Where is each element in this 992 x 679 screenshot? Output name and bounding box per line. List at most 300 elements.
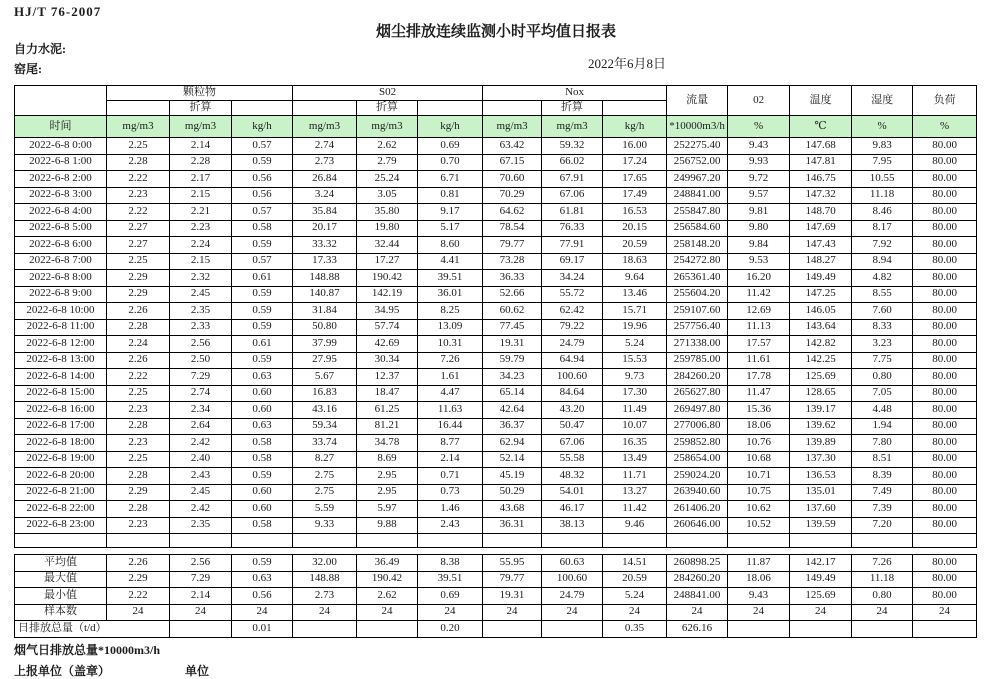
value-cell: 38.13	[542, 517, 603, 534]
value-cell: 2.56	[170, 336, 232, 353]
table-row	[15, 303, 977, 320]
daily-total-empty	[483, 621, 542, 638]
value-cell: 147.68	[790, 138, 852, 155]
value-cell: 43.68	[483, 501, 542, 518]
value-cell: 2.64	[170, 418, 232, 435]
header-row-groups	[15, 86, 977, 101]
value-cell: 43.20	[542, 402, 603, 419]
time-cell: 2022-6-8 2:00	[15, 171, 107, 188]
value-cell: 77.91	[542, 237, 603, 254]
value-cell: 7.26	[418, 352, 483, 369]
value-cell: 62.42	[542, 303, 603, 320]
value-cell: 79.77	[483, 237, 542, 254]
value-cell: 2.28	[170, 154, 232, 171]
value-cell: 39.51	[418, 270, 483, 287]
header-so2-converted: 折算	[357, 101, 418, 116]
value-cell: 0.57	[232, 138, 293, 155]
report-date: 2022年6月8日	[588, 56, 667, 71]
value-cell: 8.55	[852, 286, 913, 303]
empty-row	[15, 534, 977, 548]
value-cell: 149.49	[790, 270, 852, 287]
value-cell: 254272.80	[667, 253, 728, 270]
value-cell: 80.00	[913, 220, 977, 237]
value-cell: 8.69	[357, 451, 418, 468]
empty-cell	[542, 534, 603, 548]
value-cell: 263940.60	[667, 484, 728, 501]
value-cell: 7.05	[852, 385, 913, 402]
value-cell: 17.49	[603, 187, 667, 204]
value-cell: 259024.20	[667, 468, 728, 485]
value-cell: 8.39	[852, 468, 913, 485]
value-cell: 4.47	[418, 385, 483, 402]
value-cell: 2.23	[170, 220, 232, 237]
empty-cell	[667, 534, 728, 548]
value-cell: 2.33	[170, 319, 232, 336]
report-table-area	[14, 85, 978, 638]
value-cell: 261406.20	[667, 501, 728, 518]
value-cell: 2.23	[107, 402, 170, 419]
value-cell: 4.48	[852, 402, 913, 419]
value-cell: 139.59	[790, 517, 852, 534]
value-cell: 64.62	[483, 204, 542, 221]
summary-value-cell: 2.26	[107, 555, 170, 572]
value-cell: 128.65	[790, 385, 852, 402]
value-cell: 0.60	[232, 402, 293, 419]
value-cell: 12.69	[728, 303, 790, 320]
value-cell: 0.63	[232, 418, 293, 435]
value-cell: 9.80	[728, 220, 790, 237]
summary-row	[15, 604, 977, 621]
header-nox-converted: 折算	[542, 101, 603, 116]
time-cell: 2022-6-8 21:00	[15, 484, 107, 501]
value-cell: 16.00	[603, 138, 667, 155]
value-cell: 9.43	[728, 138, 790, 155]
summary-value-cell: 7.26	[852, 555, 913, 572]
value-cell: 139.89	[790, 435, 852, 452]
summary-value-cell: 18.06	[728, 571, 790, 588]
value-cell: 67.15	[483, 154, 542, 171]
value-cell: 140.87	[293, 286, 357, 303]
value-cell: 80.00	[913, 286, 977, 303]
units-cell: *10000m3/h	[667, 116, 728, 138]
value-cell: 0.59	[232, 237, 293, 254]
value-cell: 5.67	[293, 369, 357, 386]
company-label: 自力水泥:	[14, 42, 66, 56]
summary-value-cell: 142.17	[790, 555, 852, 572]
header-row-units	[15, 116, 977, 138]
value-cell: 36.01	[418, 286, 483, 303]
value-cell: 2.23	[107, 435, 170, 452]
value-cell: 80.00	[913, 270, 977, 287]
value-cell: 12.37	[357, 369, 418, 386]
value-cell: 2.14	[418, 451, 483, 468]
value-cell: 265361.40	[667, 270, 728, 287]
value-cell: 259852.80	[667, 435, 728, 452]
time-cell: 2022-6-8 3:00	[15, 187, 107, 204]
header-so2: S02	[293, 86, 483, 101]
summary-value-cell: 248841.00	[667, 588, 728, 605]
units-time-header: 时间	[15, 116, 107, 138]
value-cell: 8.27	[293, 451, 357, 468]
value-cell: 26.84	[293, 171, 357, 188]
value-cell: 7.29	[170, 369, 232, 386]
daily-total-nox-kgh: 0.35	[603, 621, 667, 638]
empty-cell	[357, 534, 418, 548]
table-row	[15, 204, 977, 221]
summary-value-cell: 19.31	[483, 588, 542, 605]
value-cell: 260646.00	[667, 517, 728, 534]
value-cell: 80.00	[913, 517, 977, 534]
value-cell: 80.00	[913, 451, 977, 468]
value-cell: 7.95	[852, 154, 913, 171]
value-cell: 0.63	[232, 369, 293, 386]
value-cell: 11.71	[603, 468, 667, 485]
value-cell: 66.02	[542, 154, 603, 171]
summary-label-cell: 平均值	[15, 555, 107, 572]
summary-value-cell: 14.51	[603, 555, 667, 572]
header-flow: 流量	[667, 86, 728, 116]
value-cell: 10.75	[728, 484, 790, 501]
value-cell: 0.61	[232, 336, 293, 353]
value-cell: 48.32	[542, 468, 603, 485]
daily-total-empty	[170, 621, 232, 638]
value-cell: 2.35	[170, 517, 232, 534]
value-cell: 2.24	[170, 237, 232, 254]
value-cell: 147.43	[790, 237, 852, 254]
summary-value-cell: 2.14	[170, 588, 232, 605]
value-cell: 2.25	[107, 451, 170, 468]
value-cell: 11.63	[418, 402, 483, 419]
value-cell: 259785.00	[667, 352, 728, 369]
value-cell: 9.33	[293, 517, 357, 534]
time-cell: 2022-6-8 20:00	[15, 468, 107, 485]
value-cell: 0.80	[852, 369, 913, 386]
value-cell: 0.58	[232, 451, 293, 468]
summary-value-cell: 149.49	[790, 571, 852, 588]
value-cell: 67.06	[542, 187, 603, 204]
value-cell: 2.28	[107, 468, 170, 485]
summary-row	[15, 588, 977, 605]
daily-total-empty	[852, 621, 913, 638]
value-cell: 9.46	[603, 517, 667, 534]
daily-total-empty	[542, 621, 603, 638]
summary-value-cell: 20.59	[603, 571, 667, 588]
value-cell: 16.44	[418, 418, 483, 435]
value-cell: 11.47	[728, 385, 790, 402]
table-row	[15, 286, 977, 303]
value-cell: 9.84	[728, 237, 790, 254]
value-cell: 59.32	[542, 138, 603, 155]
value-cell: 7.75	[852, 352, 913, 369]
summary-value-cell: 0.59	[232, 555, 293, 572]
value-cell: 73.28	[483, 253, 542, 270]
value-cell: 148.70	[790, 204, 852, 221]
value-cell: 137.60	[790, 501, 852, 518]
value-cell: 147.25	[790, 286, 852, 303]
value-cell: 0.59	[232, 286, 293, 303]
value-cell: 35.84	[293, 204, 357, 221]
empty-cell	[170, 534, 232, 548]
time-cell: 2022-6-8 16:00	[15, 402, 107, 419]
table-row	[15, 501, 977, 518]
value-cell: 80.00	[913, 418, 977, 435]
units-cell: mg/m3	[293, 116, 357, 138]
value-cell: 252275.40	[667, 138, 728, 155]
value-cell: 2.43	[418, 517, 483, 534]
empty-cell	[107, 534, 170, 548]
time-cell: 2022-6-8 18:00	[15, 435, 107, 452]
value-cell: 34.78	[357, 435, 418, 452]
header-pm-converted: 折算	[170, 101, 232, 116]
value-cell: 2.25	[107, 253, 170, 270]
header-blank	[603, 101, 667, 116]
time-cell: 2022-6-8 5:00	[15, 220, 107, 237]
table-row	[15, 270, 977, 287]
units-cell: kg/h	[232, 116, 293, 138]
value-cell: 8.17	[852, 220, 913, 237]
summary-value-cell: 24	[603, 604, 667, 621]
summary-value-cell: 24	[728, 604, 790, 621]
value-cell: 33.32	[293, 237, 357, 254]
value-cell: 2.22	[107, 369, 170, 386]
summary-value-cell: 9.43	[728, 588, 790, 605]
value-cell: 3.24	[293, 187, 357, 204]
standard-code: HJ/T 76-2007	[14, 4, 102, 19]
value-cell: 59.79	[483, 352, 542, 369]
value-cell: 80.00	[913, 336, 977, 353]
value-cell: 2.29	[107, 270, 170, 287]
header-o2: 02	[728, 86, 790, 116]
value-cell: 0.81	[418, 187, 483, 204]
value-cell: 52.14	[483, 451, 542, 468]
value-cell: 15.53	[603, 352, 667, 369]
value-cell: 9.81	[728, 204, 790, 221]
summary-value-cell: 24	[232, 604, 293, 621]
summary-value-cell: 24	[170, 604, 232, 621]
units-cell: %	[852, 116, 913, 138]
table-row	[15, 138, 977, 155]
value-cell: 67.06	[542, 435, 603, 452]
value-cell: 43.16	[293, 402, 357, 419]
value-cell: 2.42	[170, 435, 232, 452]
value-cell: 1.94	[852, 418, 913, 435]
value-cell: 0.56	[232, 171, 293, 188]
summary-value-cell: 11.87	[728, 555, 790, 572]
value-cell: 17.33	[293, 253, 357, 270]
value-cell: 0.60	[232, 484, 293, 501]
value-cell: 9.93	[728, 154, 790, 171]
value-cell: 70.60	[483, 171, 542, 188]
value-cell: 19.80	[357, 220, 418, 237]
value-cell: 2.34	[170, 402, 232, 419]
value-cell: 30.34	[357, 352, 418, 369]
value-cell: 2.62	[357, 138, 418, 155]
header-temp: 温度	[790, 86, 852, 116]
header-blank	[107, 101, 170, 116]
value-cell: 9.57	[728, 187, 790, 204]
daily-total-empty	[357, 621, 418, 638]
station-label: 窑尾:	[14, 62, 42, 76]
time-cell: 2022-6-8 7:00	[15, 253, 107, 270]
value-cell: 2.75	[293, 484, 357, 501]
page-title: 烟尘排放连续监测小时平均值日报表	[375, 24, 616, 40]
value-cell: 5.59	[293, 501, 357, 518]
value-cell: 249967.20	[667, 171, 728, 188]
value-cell: 17.57	[728, 336, 790, 353]
value-cell: 0.58	[232, 517, 293, 534]
summary-value-cell: 24	[418, 604, 483, 621]
value-cell: 0.59	[232, 303, 293, 320]
summary-label-cell: 样本数	[15, 604, 107, 621]
table-row	[15, 451, 977, 468]
value-cell: 1.46	[418, 501, 483, 518]
value-cell: 9.88	[357, 517, 418, 534]
value-cell: 4.41	[418, 253, 483, 270]
value-cell: 10.31	[418, 336, 483, 353]
value-cell: 259107.60	[667, 303, 728, 320]
units-cell: mg/m3	[170, 116, 232, 138]
summary-value-cell: 80.00	[913, 555, 977, 572]
value-cell: 9.53	[728, 253, 790, 270]
value-cell: 80.00	[913, 253, 977, 270]
empty-cell	[603, 534, 667, 548]
value-cell: 60.62	[483, 303, 542, 320]
daily-total-empty	[293, 621, 357, 638]
value-cell: 20.59	[603, 237, 667, 254]
value-cell: 269497.80	[667, 402, 728, 419]
value-cell: 81.21	[357, 418, 418, 435]
value-cell: 10.71	[728, 468, 790, 485]
time-cell: 2022-6-8 4:00	[15, 204, 107, 221]
value-cell: 9.72	[728, 171, 790, 188]
summary-value-cell: 79.77	[483, 571, 542, 588]
value-cell: 248841.00	[667, 187, 728, 204]
summary-value-cell: 24	[357, 604, 418, 621]
value-cell: 2.50	[170, 352, 232, 369]
value-cell: 80.00	[913, 484, 977, 501]
header-pm: 颗粒物	[107, 86, 293, 101]
summary-value-cell: 24	[667, 604, 728, 621]
summary-value-cell: 5.24	[603, 588, 667, 605]
table-row	[15, 319, 977, 336]
value-cell: 50.47	[542, 418, 603, 435]
value-cell: 2.26	[107, 303, 170, 320]
value-cell: 7.20	[852, 517, 913, 534]
summary-value-cell: 55.95	[483, 555, 542, 572]
time-cell: 2022-6-8 12:00	[15, 336, 107, 353]
value-cell: 100.60	[542, 369, 603, 386]
summary-value-cell: 284260.20	[667, 571, 728, 588]
value-cell: 34.23	[483, 369, 542, 386]
value-cell: 77.45	[483, 319, 542, 336]
value-cell: 80.00	[913, 352, 977, 369]
value-cell: 0.58	[232, 435, 293, 452]
value-cell: 19.96	[603, 319, 667, 336]
summary-row	[15, 555, 977, 572]
value-cell: 84.64	[542, 385, 603, 402]
value-cell: 2.32	[170, 270, 232, 287]
summary-table	[14, 554, 977, 638]
value-cell: 20.17	[293, 220, 357, 237]
value-cell: 6.71	[418, 171, 483, 188]
empty-cell	[790, 534, 852, 548]
table-row	[15, 187, 977, 204]
table-row	[15, 220, 977, 237]
daily-total-row	[15, 621, 977, 638]
value-cell: 7.39	[852, 501, 913, 518]
value-cell: 2.15	[170, 187, 232, 204]
value-cell: 9.17	[418, 204, 483, 221]
value-cell: 11.61	[728, 352, 790, 369]
value-cell: 33.74	[293, 435, 357, 452]
value-cell: 80.00	[913, 435, 977, 452]
value-cell: 11.42	[603, 501, 667, 518]
summary-value-cell: 11.18	[852, 571, 913, 588]
value-cell: 13.46	[603, 286, 667, 303]
value-cell: 16.83	[293, 385, 357, 402]
footer-report-unit: 上报单位（盖章）	[14, 664, 111, 678]
value-cell: 80.00	[913, 204, 977, 221]
value-cell: 5.24	[603, 336, 667, 353]
value-cell: 31.84	[293, 303, 357, 320]
value-cell: 8.46	[852, 204, 913, 221]
value-cell: 2.79	[357, 154, 418, 171]
value-cell: 2.22	[107, 171, 170, 188]
units-cell: mg/m3	[357, 116, 418, 138]
value-cell: 2.27	[107, 220, 170, 237]
summary-value-cell: 36.49	[357, 555, 418, 572]
value-cell: 80.00	[913, 237, 977, 254]
value-cell: 17.30	[603, 385, 667, 402]
summary-value-cell: 2.22	[107, 588, 170, 605]
value-cell: 16.20	[728, 270, 790, 287]
table-row	[15, 484, 977, 501]
value-cell: 2.95	[357, 468, 418, 485]
footer-note: 烟气日排放总量*10000m3/h	[14, 643, 161, 657]
summary-value-cell: 24	[790, 604, 852, 621]
value-cell: 0.69	[418, 138, 483, 155]
value-cell: 76.33	[542, 220, 603, 237]
value-cell: 9.83	[852, 138, 913, 155]
header-blank	[232, 101, 293, 116]
table-row	[15, 154, 977, 171]
value-cell: 137.30	[790, 451, 852, 468]
value-cell: 50.29	[483, 484, 542, 501]
footer-unit: 单位	[185, 664, 210, 678]
time-cell: 2022-6-8 19:00	[15, 451, 107, 468]
time-cell: 2022-6-8 1:00	[15, 154, 107, 171]
value-cell: 2.15	[170, 253, 232, 270]
value-cell: 2.45	[170, 484, 232, 501]
value-cell: 80.00	[913, 187, 977, 204]
value-cell: 8.60	[418, 237, 483, 254]
value-cell: 57.74	[357, 319, 418, 336]
header-empty-cell	[15, 86, 107, 116]
value-cell: 8.94	[852, 253, 913, 270]
value-cell: 36.37	[483, 418, 542, 435]
summary-value-cell: 24.79	[542, 588, 603, 605]
value-cell: 11.18	[852, 187, 913, 204]
summary-value-cell: 24	[542, 604, 603, 621]
value-cell: 10.62	[728, 501, 790, 518]
summary-value-cell: 260898.25	[667, 555, 728, 572]
value-cell: 55.58	[542, 451, 603, 468]
value-cell: 37.99	[293, 336, 357, 353]
value-cell: 258148.20	[667, 237, 728, 254]
value-cell: 18.47	[357, 385, 418, 402]
value-cell: 255604.20	[667, 286, 728, 303]
value-cell: 17.65	[603, 171, 667, 188]
